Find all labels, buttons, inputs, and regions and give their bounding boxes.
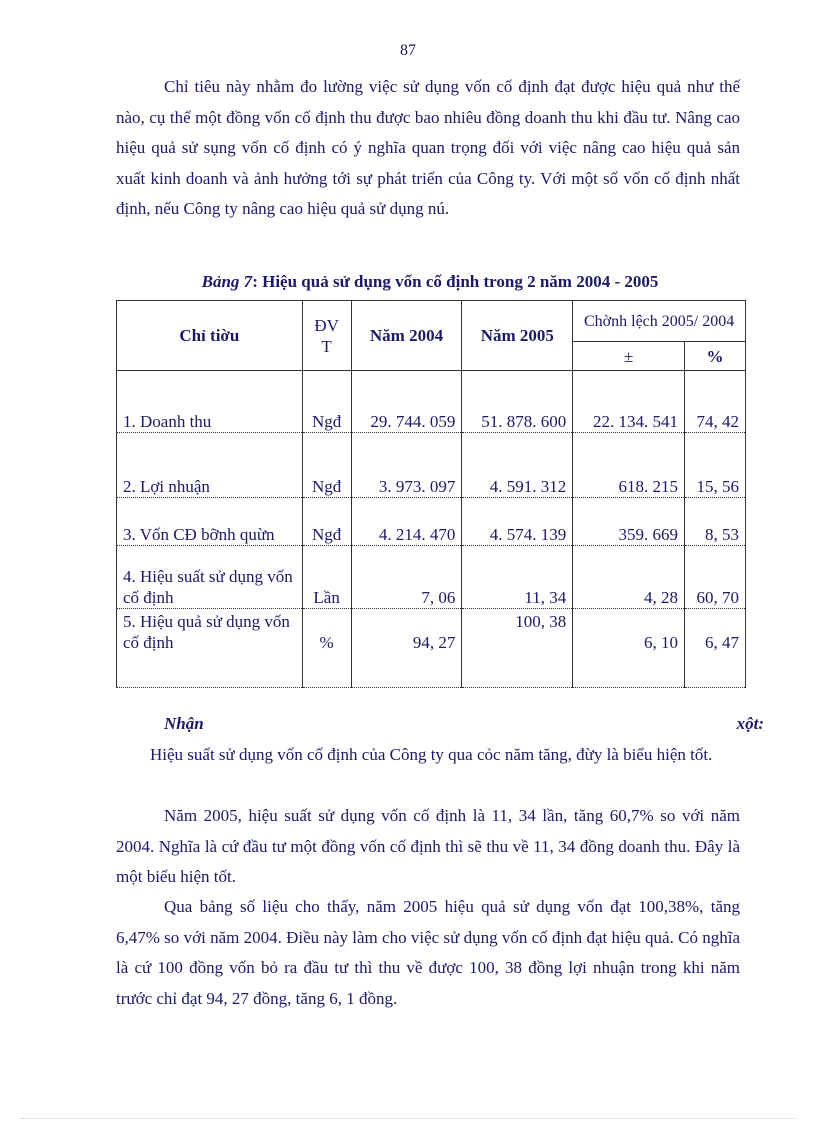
cell-diff: 4, 28 [573,546,685,609]
header-chi-tieu: Chỉ tiờu [117,301,303,371]
cell-unit: Lần [302,546,351,609]
table-row [117,609,746,688]
caption-title: : Hiệu quả sử dụng vốn cố định trong 2 năm 2004 - 2005 [252,272,659,291]
cell-2005: 4. 591. 312 [462,433,573,498]
paragraph: Năm 2005, hiệu suất sử dụng vốn cố định là 11, 34 lần, tăng 60,7% so với năm 2004. Nghĩa là cứ đầu tư một đồng vốn cố định thì sẽ thu về 11, 34 đồng doanh thu. Đây là một biểu hiện tốt. [116,806,740,886]
caption-label: Bảng 7 [201,272,253,291]
cell-pct: 74, 42 [685,371,746,433]
header-percent: % [685,342,746,371]
data-table [116,300,746,688]
table-row [117,546,746,609]
cell-name: 5. Hiệu quả sử dụng vốn cố định [117,609,303,688]
cell-name: 3. Vốn CĐ bỡnh quừn [117,498,303,546]
header-dvt: ĐV T [302,301,351,371]
cell-unit: Ngđ [302,498,351,546]
page-edge-divider [20,1118,796,1119]
cell-2004: 94, 27 [351,609,462,688]
cell-pct: 15, 56 [685,433,746,498]
cell-diff: 359. 669 [573,498,685,546]
table-row [117,498,746,546]
cell-pct: 8, 53 [685,498,746,546]
intro-paragraph: Chỉ tiêu này nhằm đo lường việc sử dụng vốn cố định đạt được hiệu quả như thế nào, cụ thể một đồng vốn cố định thu được bao nhiêu đồng doanh thu khi đầu tư. Nâng cao hiệu quả sử sụng vốn cố định có ý nghĩa quan trọng đối với việc nâng cao hiệu quả sản xuất kinh doanh và ảnh hưởng tới sự phát triển của Công ty. Với một số vốn cố định nhất định, nếu Công ty nâng cao hiệu quả sử dụng nú. [116,77,740,218]
cell-2004: 29. 744. 059 [351,371,462,433]
cell-diff: 618. 215 [573,433,685,498]
cell-2005: 100, 38 [462,609,573,688]
cell-2005: 11, 34 [462,546,573,609]
table-row [117,371,746,433]
cell-2004: 7, 06 [351,546,462,609]
cell-unit: Ngđ [302,371,351,433]
remark-left: Nhận [164,714,204,733]
cell-name: 1. Doanh thu [117,371,303,433]
page-number: 87 [400,42,416,59]
cell-name: 2. Lợi nhuận [117,433,303,498]
cell-pct: 6, 47 [685,609,746,688]
table-caption [0,272,816,292]
header-plusminus: ± [573,342,685,371]
header-2005: Năm 2005 [462,301,573,371]
cell-diff: 6, 10 [573,609,685,688]
cell-2005: 51. 878. 600 [462,371,573,433]
cell-2004: 4. 214. 470 [351,498,462,546]
header-2004: Năm 2004 [351,301,462,371]
cell-2005: 4. 574. 139 [462,498,573,546]
cell-diff: 22. 134. 541 [573,371,685,433]
remark-heading [116,714,764,734]
cell-2004: 3. 973. 097 [351,433,462,498]
cell-unit: Ngđ [302,433,351,498]
header-diff: Chờnh lệch 2005/ 2004 [573,301,746,342]
paragraph: Qua bảng số liệu cho thấy, năm 2005 hiệu quả sử dụng vốn đạt 100,38%, tăng 6,47% so với năm 2004. Điều này làm cho việc sử dụng vốn cố định đạt hiệu quả. Có nghĩa là cứ 100 đồng vốn bỏ ra đầu tư thì thu về được 100, 38 đồng lợi nhuận trong khi năm trước chỉ đạt 94, 27 đồng, tăng 6, 1 đồng. [116,897,740,1008]
cell-unit: % [302,609,351,688]
table-row [117,433,746,498]
remark-right: xột: [736,714,764,733]
cell-name: 4. Hiệu suất sử dụng vốn cố định [117,546,303,609]
paragraph: Hiệu suất sử dụng vốn cố định của Công ty qua cỏc năm tăng, đừy là biểu hiện tốt. [150,745,713,764]
cell-pct: 60, 70 [685,546,746,609]
